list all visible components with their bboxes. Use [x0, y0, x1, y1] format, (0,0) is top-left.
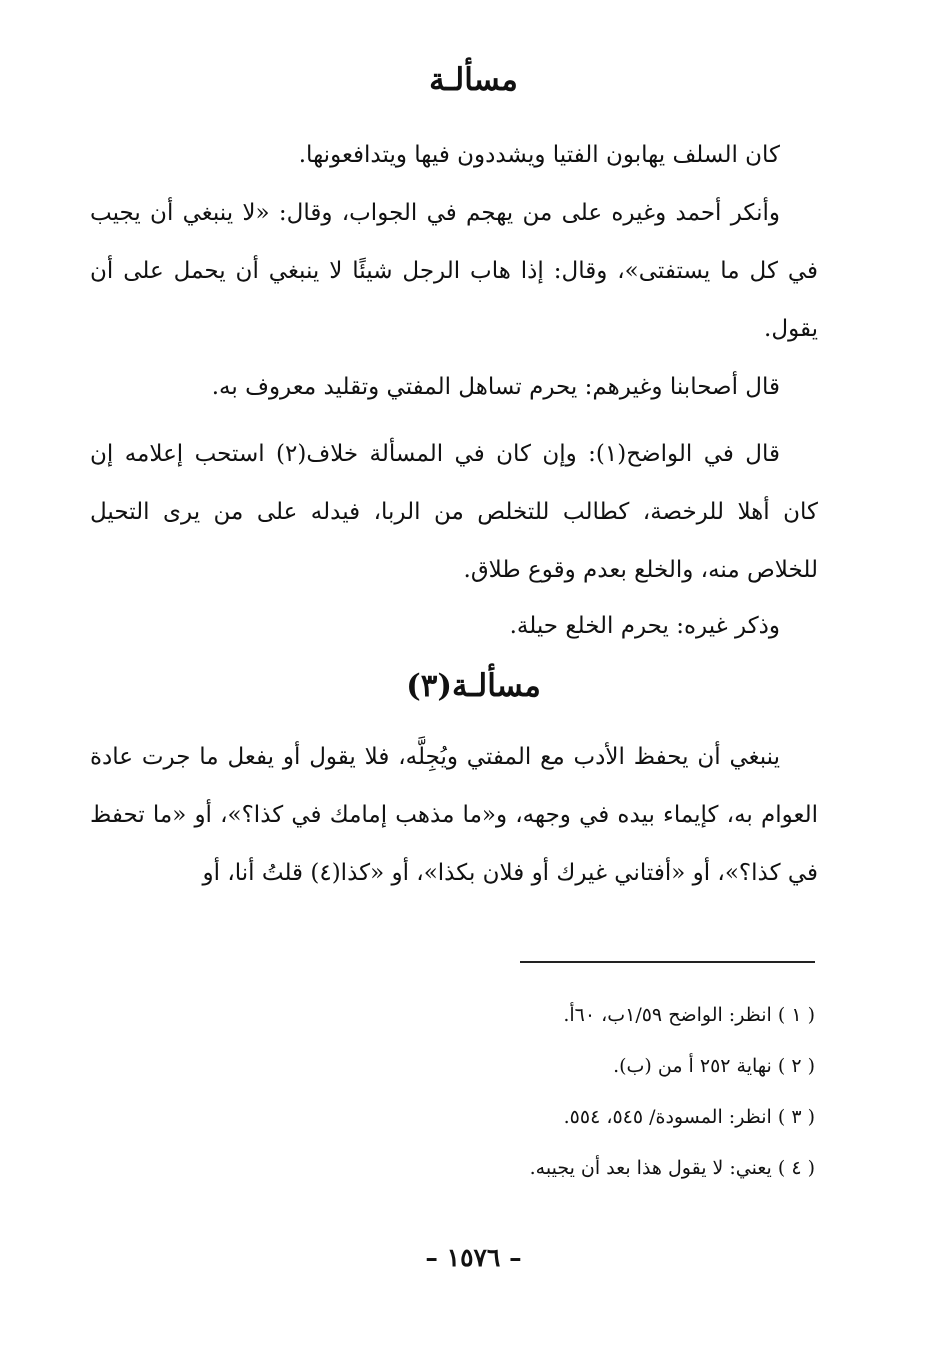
footnote: ( ١ ) انظر: الواضح ١/٥٩ب، ٦٠أ.	[563, 1004, 815, 1026]
page-number: – ١٥٧٦ –	[425, 1243, 522, 1272]
footnote: ( ٣ ) انظر: المسودة/ ٥٤٥، ٥٥٤.	[563, 1106, 815, 1128]
footnote-divider	[520, 961, 815, 963]
paragraph	[90, 126, 818, 184]
footnote: ( ٢ ) نهاية ٢٥٢ أ من (ب).	[613, 1055, 815, 1077]
section-heading: مسألـة(٣)	[406, 668, 541, 704]
paragraph-text: وذكر غيره: يحرم الخلع حيلة.	[509, 613, 780, 639]
paragraph	[90, 184, 818, 358]
footnotes	[90, 990, 815, 1194]
paragraph-text: وأنكر أحمد وغيره على من يهجم في الجواب، وقال: «لا ينبغي أن يجيب في كل ما يستفتى»، وقال: إذا هاب الرجل شيئًا لا ينبغي أن يحمل على أن يقول.	[90, 200, 818, 342]
paragraph	[90, 358, 818, 416]
paragraph	[90, 728, 818, 902]
paragraph-text: قال في الواضح(١): وإن كان في المسألة خلاف(٢) استحب إعلامه إن كان أهلا للرخصة، كطالب للتخلص من الربا، فيدله على من يرى التحيل للخلاص منه، والخلع بعدم وقوع طلاق.	[90, 441, 818, 583]
footnote: ( ٤ ) يعني: لا يقول هذا بعد أن يجيبه.	[529, 1157, 815, 1179]
paragraph-text: قال أصحابنا وغيرهم: يحرم تساهل المفتي وتقليد معروف به.	[211, 374, 780, 400]
paragraph-text: كان السلف يهابون الفتيا ويشددون فيها ويتدافعونها.	[298, 142, 780, 168]
section-heading: مسألـة	[429, 62, 518, 98]
paragraph	[90, 597, 818, 655]
paragraph	[90, 425, 818, 599]
paragraph-text: ينبغي أن يحفظ الأدب مع المفتي ويُجِلَّه، فلا يقول أو يفعل ما جرت عادة العوام به، كإيماء بيده في وجهه، و«ما مذهب إمامك في كذا؟»، أو «ما تحفظ في كذا؟»، أو «أفتاني غيرك أو فلان بكذا»، أو «كذا(٤) قلتُ أنا، أو	[90, 744, 818, 886]
